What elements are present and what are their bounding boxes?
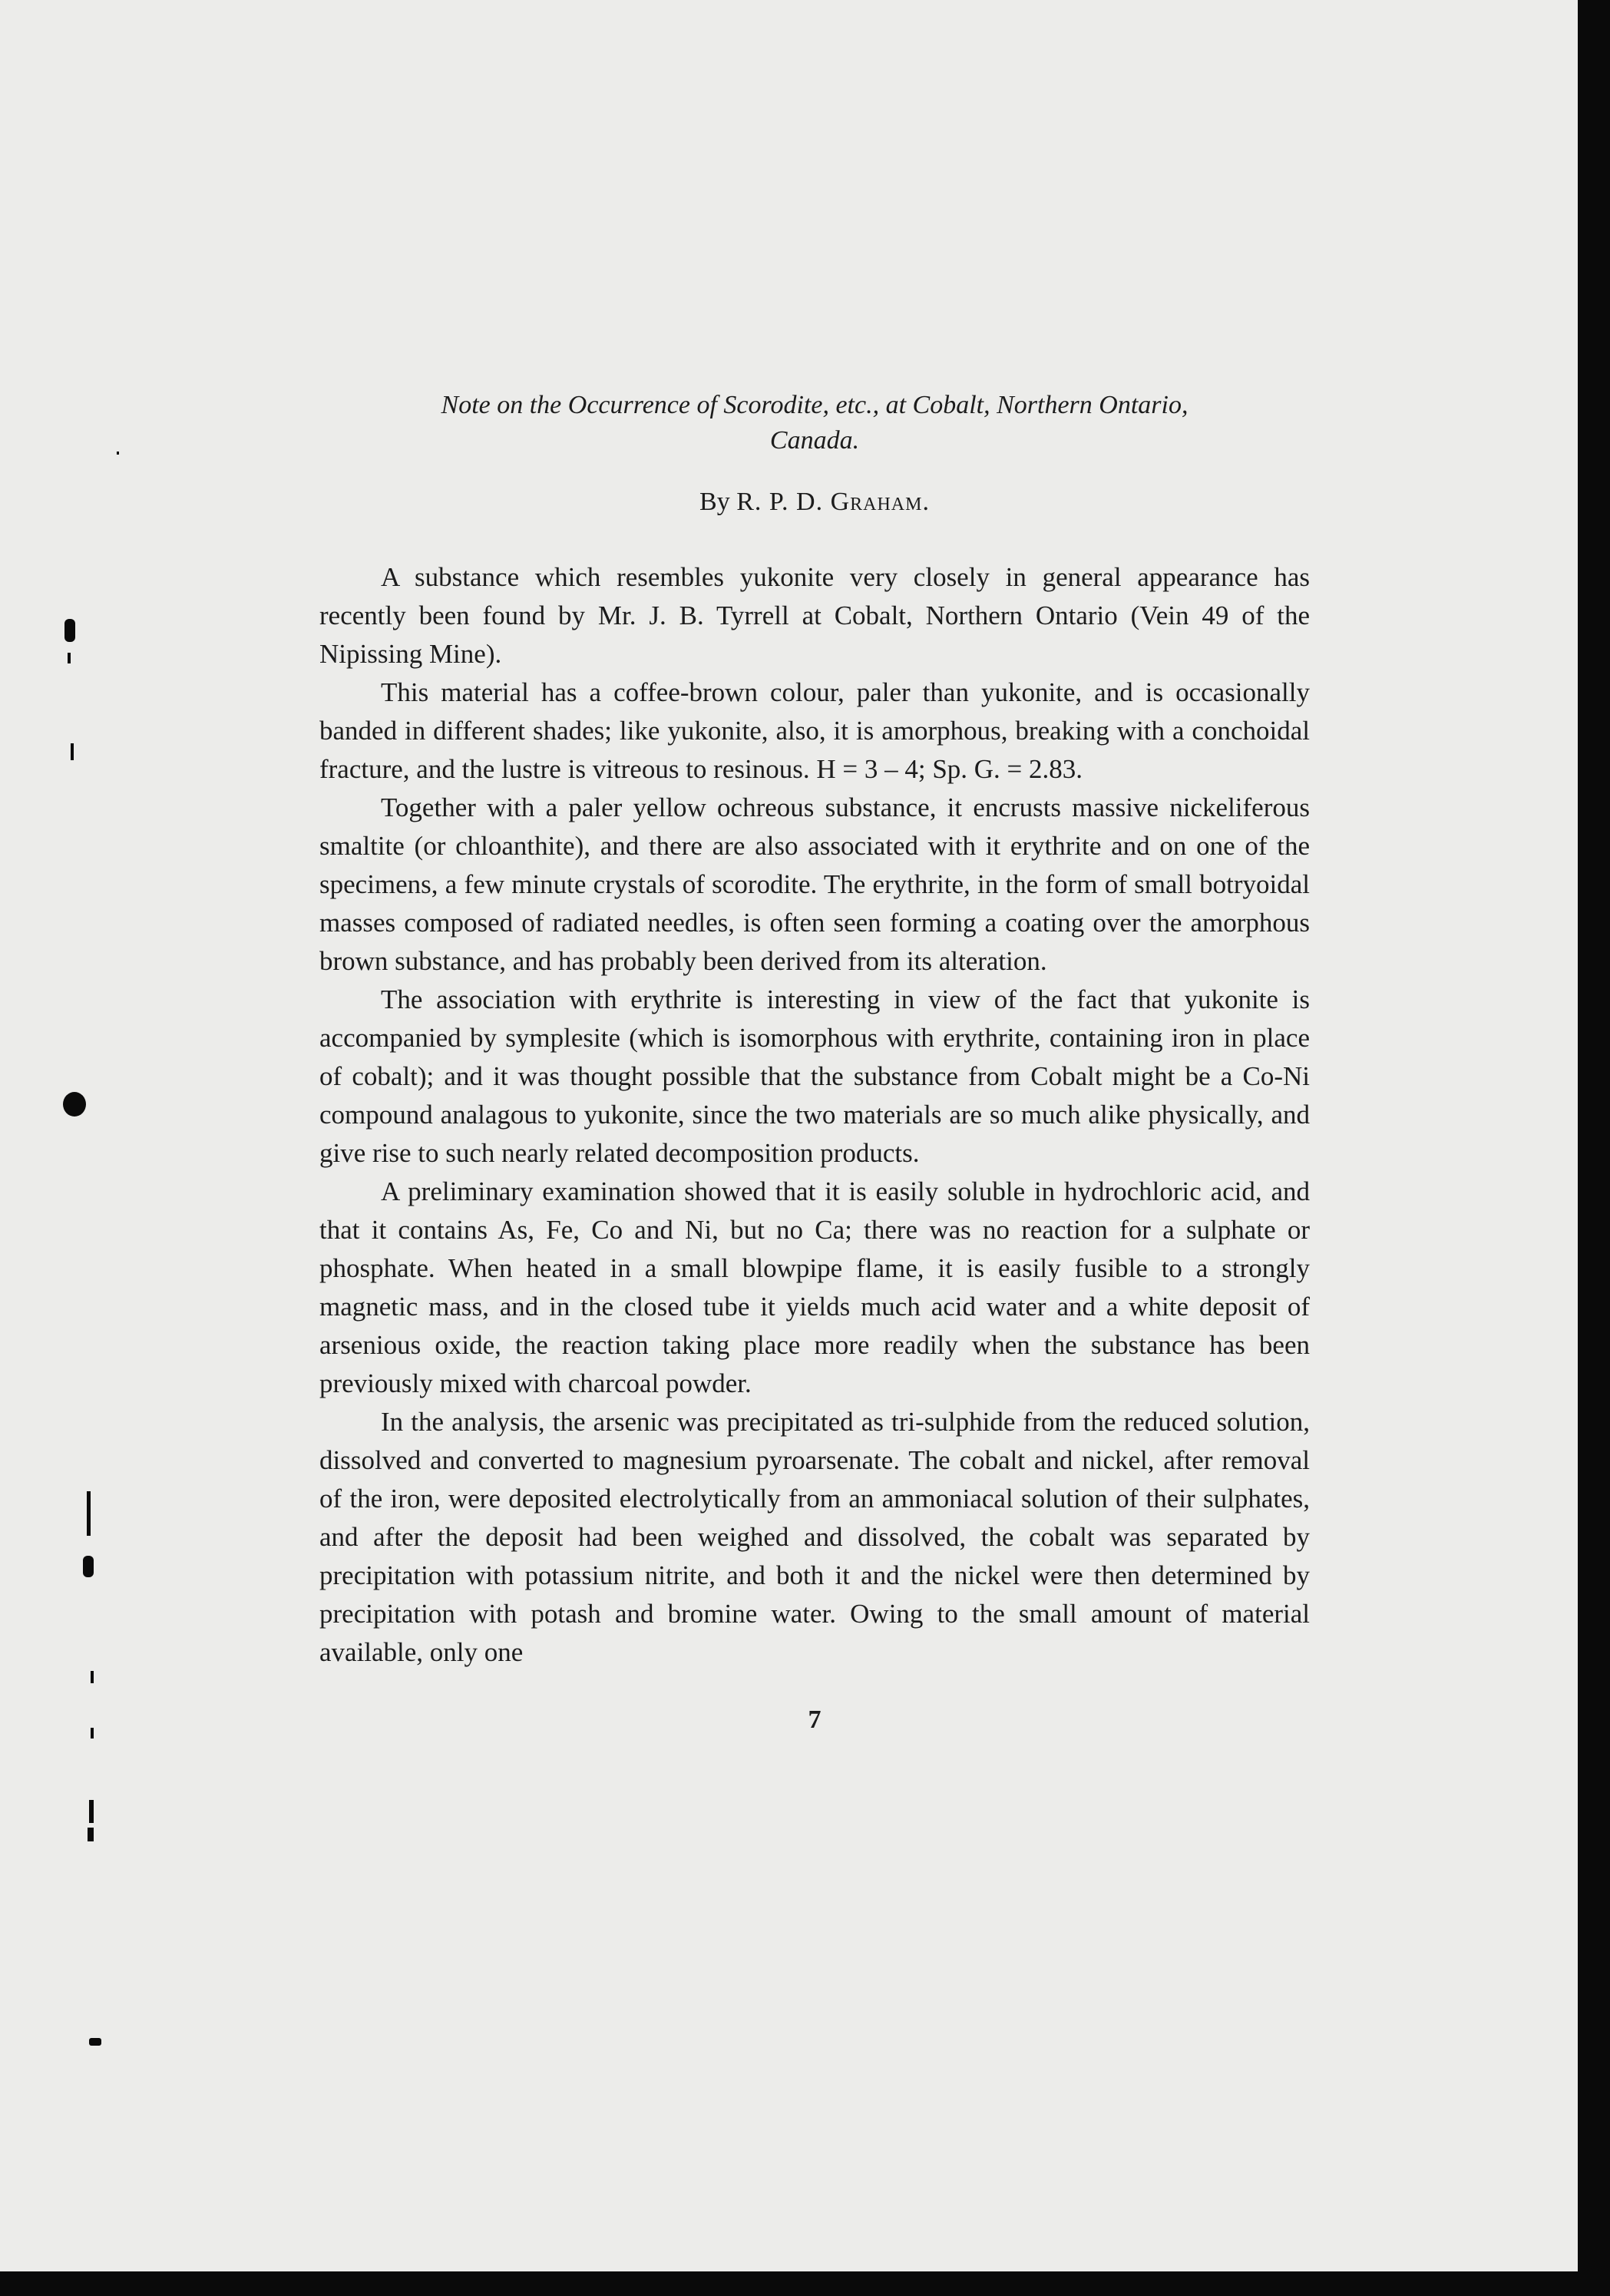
- scan-mark: [63, 1092, 86, 1117]
- scan-mark: [117, 452, 119, 455]
- scan-mark: [83, 1556, 94, 1577]
- article: [319, 388, 1310, 1735]
- paragraph: The association with erythrite is interesting in view of the fact that yukonite is accompanied by symplesite (which is isomorphous with erythrite, containing iron in place of cobalt); and it was thought possible that the substance from Cobalt might be a Co-Ni compound analagous to yukonite, since the two materials are so much alike physically, and give rise to such nearly related decomposition products.: [319, 984, 1310, 1168]
- scan-mark: [91, 1728, 94, 1739]
- scan-mark: [64, 619, 75, 642]
- scan-mark: [68, 653, 71, 663]
- author-name: R. P. D. Graham.: [736, 488, 930, 516]
- title-line-2: Canada.: [769, 426, 860, 455]
- title-line-1: Note on the Occurrence of Scorodite, etc., at Cobalt, Northern Ontario,: [441, 391, 1188, 419]
- byline-prefix: By: [699, 488, 730, 516]
- scan-mark: [89, 1800, 94, 1823]
- paragraph: Together with a paler yellow ochreous substance, it encrusts massive nickeliferous smaltite (or chloanthite), and there are also associated with it erythrite and on one of the specimens, a few minute crystals of scorodite. The erythrite, in the form of small botryoidal masses composed of radiated needles, is often seen forming a coating over the amorphous brown substance, and has probably been derived from its alteration.: [319, 792, 1310, 976]
- article-body: [319, 558, 1310, 1672]
- scan-mark: [91, 1671, 94, 1683]
- article-title: [319, 388, 1310, 458]
- scan-mark: [71, 743, 74, 760]
- paragraph: In the analysis, the arsenic was precipitated as tri-sulphide from the reduced solution, dissolved and converted to magnesium pyroarsenate. The cobalt and nickel, after removal of the iron, were deposited electrolytically from an ammoniacal solution of their sulphates, and after the deposit had been weighed and dissolved, the cobalt was separated by precipitation with potassium nitrite, and both it and the nickel were then determined by precipitation with potash and bromine water. Owing to the small amount of material available, only one: [319, 1407, 1310, 1667]
- byline: [319, 485, 1310, 520]
- page-number: 7: [808, 1705, 822, 1734]
- scan-border-bottom: [0, 2271, 1610, 2296]
- paragraph: A preliminary examination showed that it is easily soluble in hydrochloric acid, and that it contains As, Fe, Co and Ni, but no Ca; there was no reaction for a sulphate or phosphate. When heated in a small blowpipe flame, it is easily fusible to a strongly magnetic mass, and in the closed tube it yields much acid water and a white deposit of arsenious oxide, the reaction taking place more readily when the substance has been previously mixed with charcoal powder.: [319, 1176, 1310, 1398]
- scan-mark: [88, 1828, 94, 1841]
- scan-mark: [89, 2038, 101, 2046]
- paragraph: A substance which resembles yukonite very closely in general appearance has recently been found by Mr. J. B. Tyrrell at Cobalt, Northern Ontario (Vein 49 of the Nipissing Mine).: [319, 562, 1310, 669]
- scan-mark: [87, 1491, 91, 1536]
- scan-border-right: [1578, 0, 1610, 2296]
- paragraph: This material has a coffee-brown colour, paler than yukonite, and is occasionally banded in different shades; like yukonite, also, it is amorphous, breaking with a conchoidal fracture, and the lustre is vitreous to resinous. H = 3 – 4; Sp. G. = 2.83.: [319, 677, 1310, 784]
